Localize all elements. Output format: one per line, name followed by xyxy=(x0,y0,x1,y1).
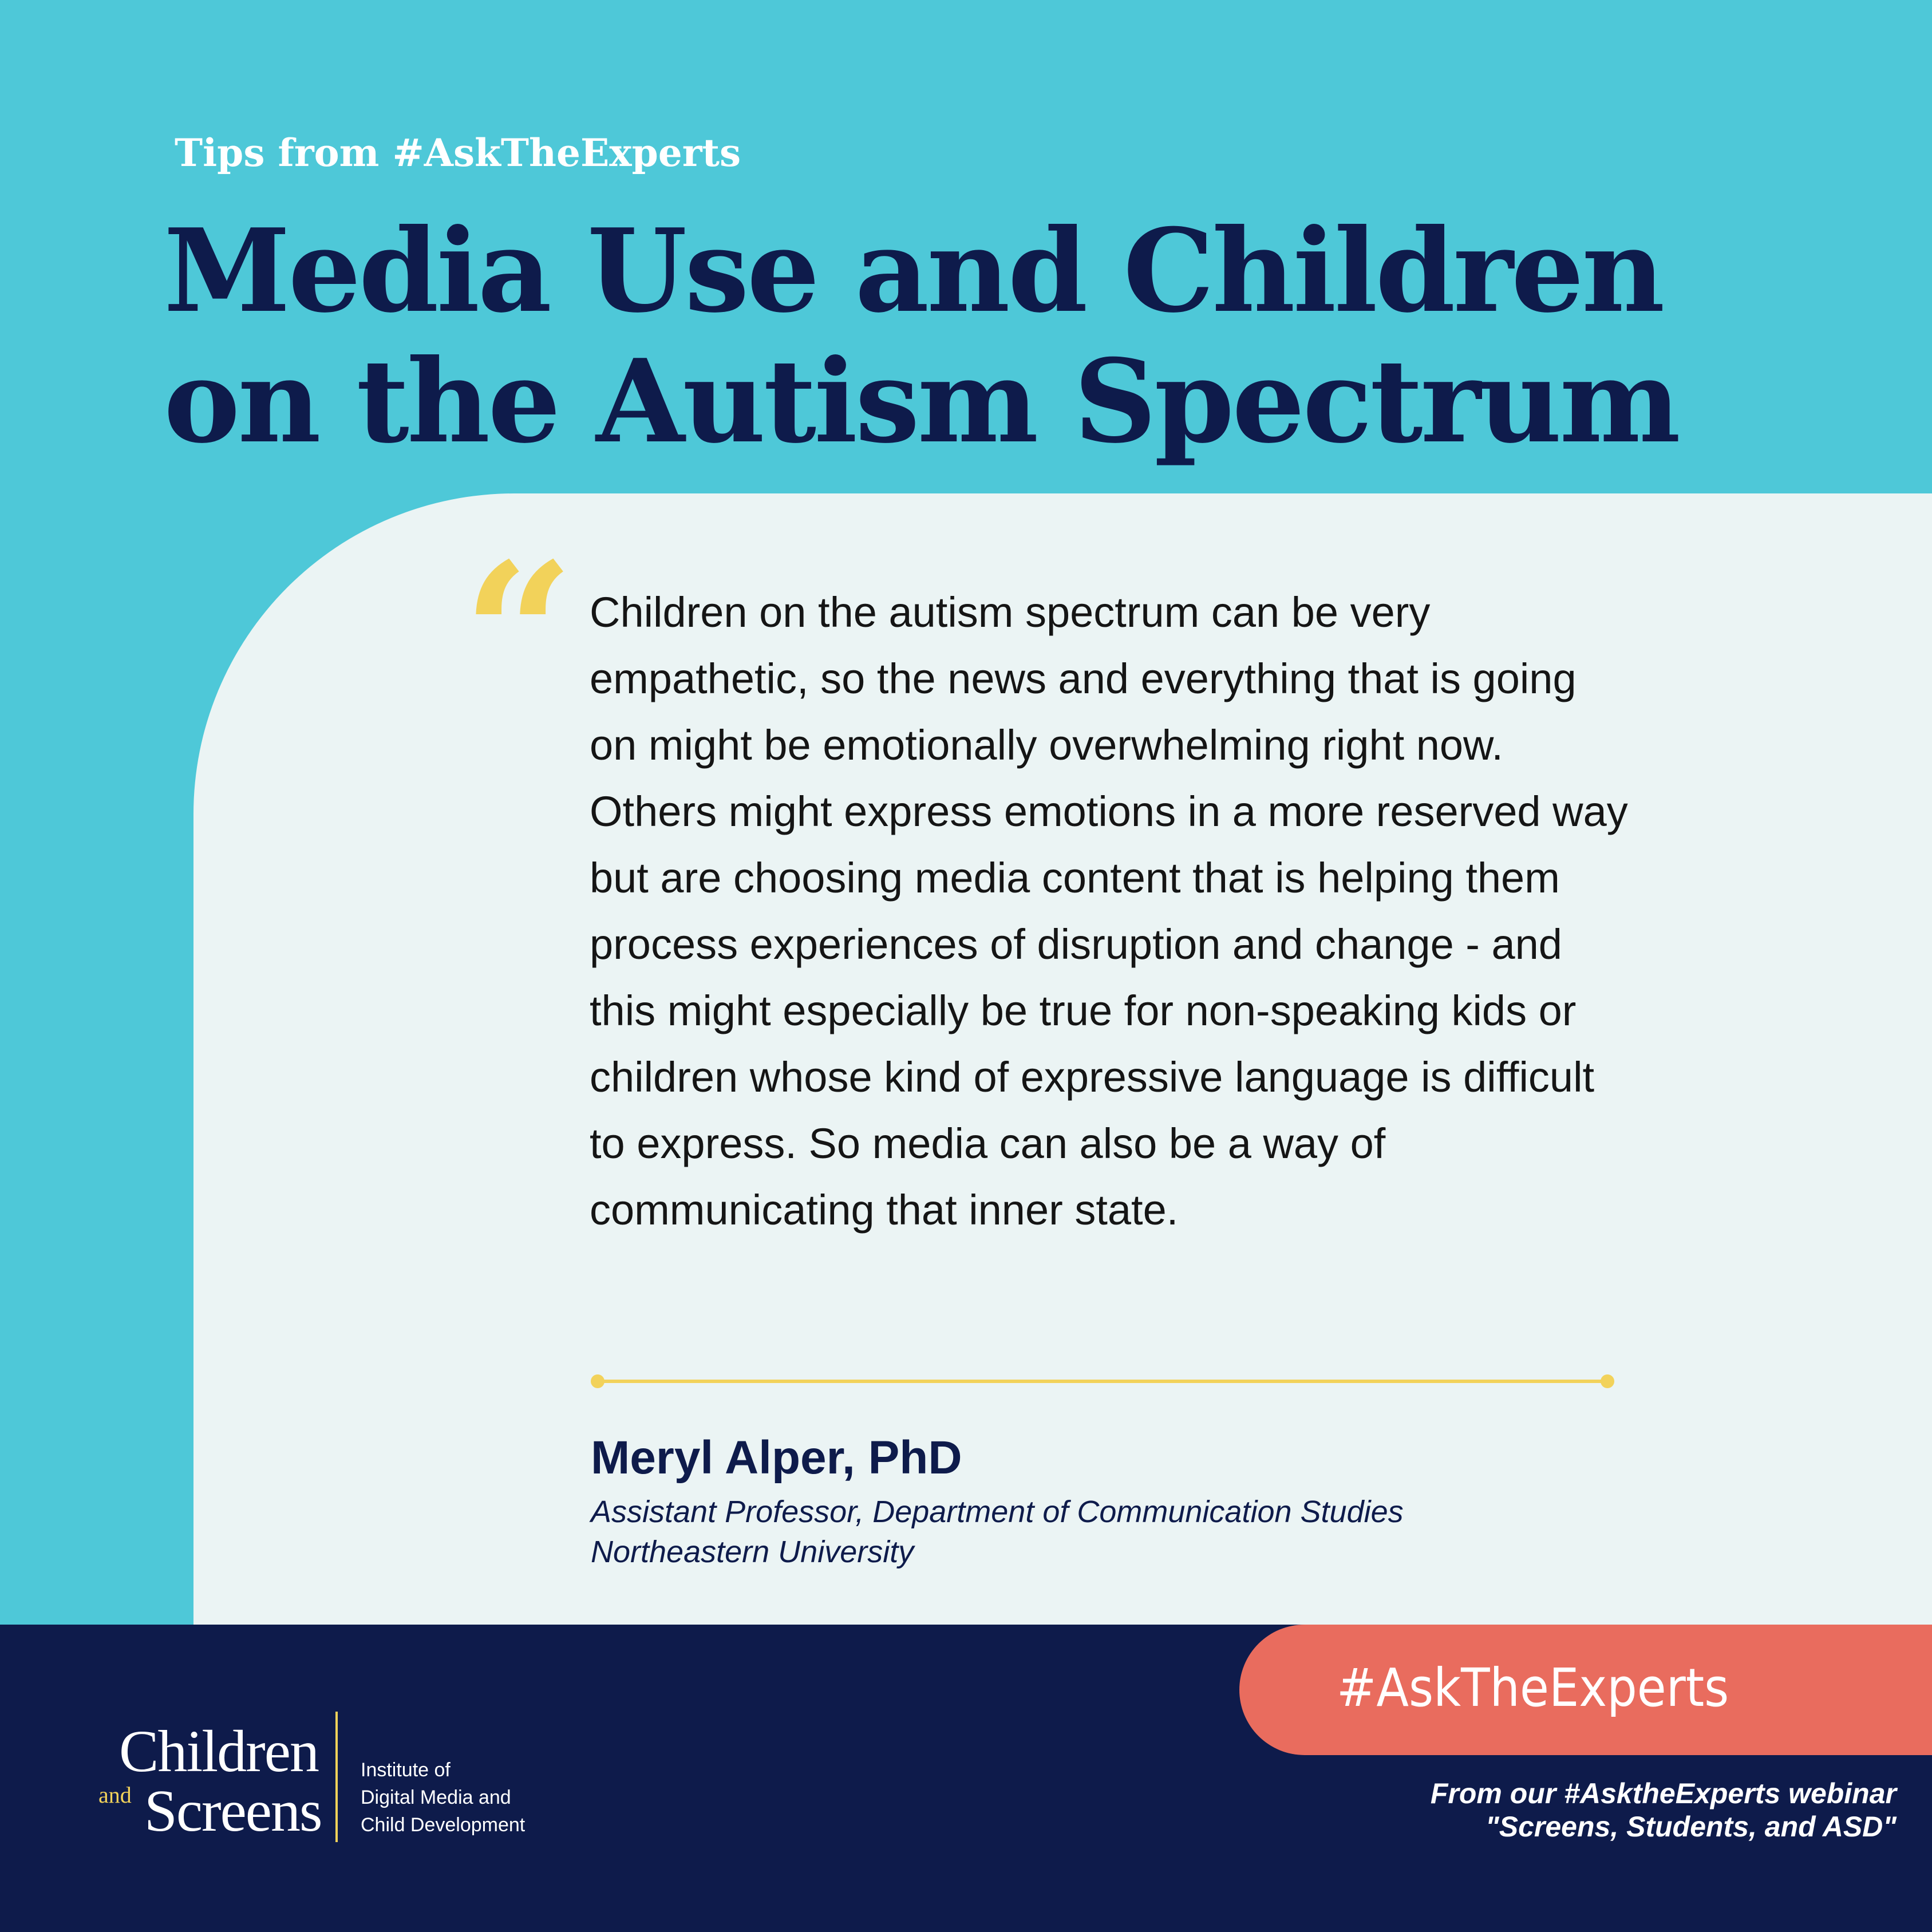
page-title xyxy=(164,206,1678,467)
quote-divider xyxy=(598,1380,1607,1383)
page-title-line-1: Media Use and Children xyxy=(164,204,1663,338)
logo-word-and: and xyxy=(98,1782,132,1808)
webinar-note-line-2: "Screens, Students, and ASD" xyxy=(1485,1811,1897,1843)
institute-line-3: Child Development xyxy=(361,1814,526,1836)
logo-divider xyxy=(335,1712,338,1842)
logo-word-children: Children xyxy=(119,1718,318,1784)
opening-quote-icon: “ xyxy=(463,521,575,749)
webinar-note xyxy=(1431,1777,1897,1843)
kicker-text: Tips from #AskTheExperts xyxy=(175,131,741,175)
author-organization: Northeastern University xyxy=(591,1535,914,1569)
institute-line-1: Institute of xyxy=(361,1759,451,1781)
webinar-note-line-1: From our #AsktheExperts webinar xyxy=(1430,1777,1897,1809)
logo-word-screens: Screens xyxy=(144,1778,322,1844)
author-title: Assistant Professor, Department of Communication Studies xyxy=(591,1495,1404,1529)
quote-text: Children on the autism spectrum can be very empathetic, so the news and everything that is going on might be emotionally overwhelming right now. Others might express emotions in a more reserved way but are choosing media content that is helping them process experiences of disruption and change - and this might especially be true for non-speaking kids or children whose kind of expressive language is difficult to express. So media can also be a way of communicating that inner state. xyxy=(590,588,1628,1234)
hashtag-badge-text: #AskTheExperts xyxy=(1337,1657,1729,1718)
author-name: Meryl Alper, PhD xyxy=(591,1432,962,1484)
institute-line-2: Digital Media and xyxy=(361,1787,511,1808)
logo-institute-text xyxy=(361,1756,525,1839)
page-title-line-2: on the Autism Spectrum xyxy=(164,334,1678,469)
